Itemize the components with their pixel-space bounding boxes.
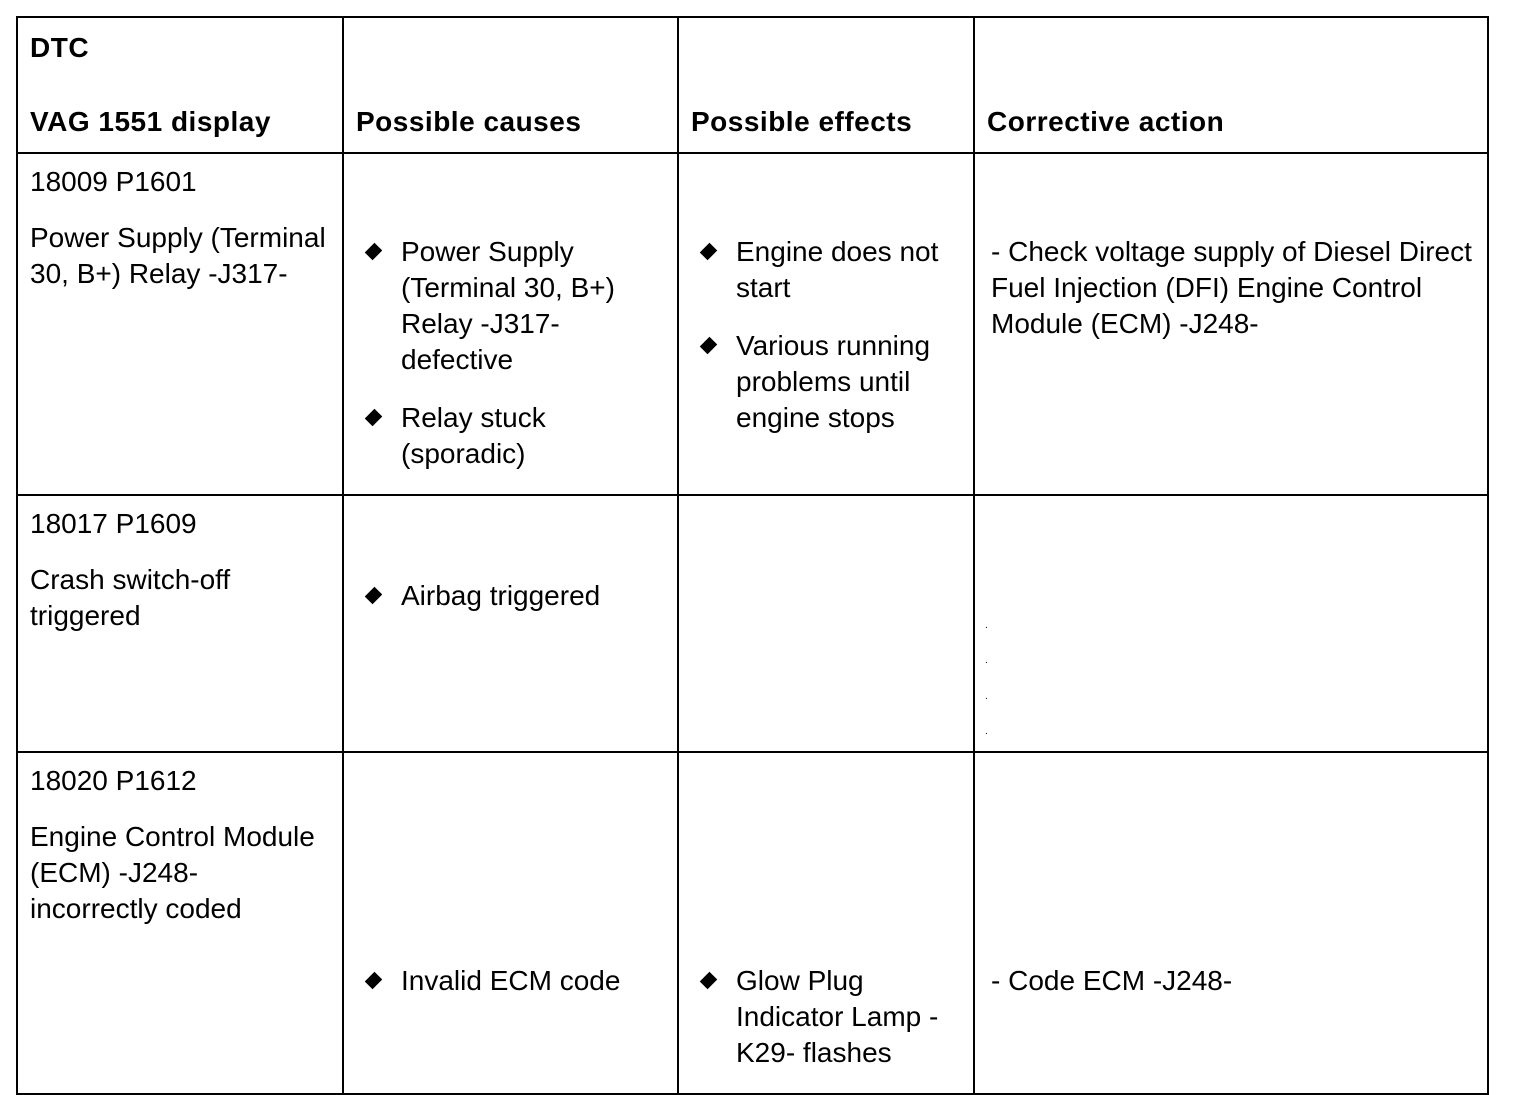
header-vag-display-label: VAG 1551 display — [30, 106, 271, 137]
effects-cell — [678, 153, 974, 495]
diamond-bullet-icon — [700, 243, 718, 261]
list-item: Various running problems until engine stops — [701, 328, 965, 436]
list-item: Invalid ECM code — [366, 963, 669, 999]
dtc-table — [16, 16, 1489, 1095]
header-dtc — [17, 17, 343, 153]
table-row — [17, 752, 1488, 1094]
causes-cell — [343, 153, 678, 495]
dtc-description: Crash switch-off triggered — [30, 564, 231, 631]
table-header-row — [17, 17, 1488, 153]
list-item: Engine does not start — [701, 234, 965, 306]
action-cell — [974, 153, 1488, 495]
faint-mark: . — [985, 655, 988, 666]
table-row — [17, 153, 1488, 495]
faint-mark: . — [985, 620, 988, 631]
diamond-bullet-icon — [365, 409, 383, 427]
list-item: Power Supply (Terminal 30, B+) Relay -J317- defective — [366, 234, 669, 378]
header-corrective-action: Corrective action — [974, 17, 1488, 153]
causes-cell — [343, 752, 678, 1094]
action-cell — [974, 495, 1488, 752]
dtc-cell — [17, 495, 343, 752]
header-possible-effects: Possible effects — [678, 17, 974, 153]
diamond-bullet-icon — [365, 972, 383, 990]
dtc-cell — [17, 153, 343, 495]
effects-cell — [678, 752, 974, 1094]
dtc-cell — [17, 752, 343, 1094]
table-row — [17, 495, 1488, 752]
diamond-bullet-icon — [365, 587, 383, 605]
list-item: Glow Plug Indicator Lamp -K29- flashes — [701, 963, 965, 1071]
header-dtc-label: DTC — [30, 32, 90, 63]
diamond-bullet-icon — [700, 972, 718, 990]
diamond-bullet-icon — [365, 243, 383, 261]
faint-mark: . — [985, 726, 988, 737]
corrective-action-text: - Code ECM -J248- — [991, 965, 1233, 996]
dtc-code: 18009 P1601 — [30, 166, 197, 197]
faint-mark: . — [985, 691, 988, 702]
dtc-code: 18017 P1609 — [30, 508, 197, 539]
dtc-code: 18020 P1612 — [30, 765, 197, 796]
list-item: Relay stuck (sporadic) — [366, 400, 669, 472]
corrective-action-text: - Check voltage supply of Diesel Direct Fuel Injection (DFI) Engine Control Module (ECM) -J248- — [991, 236, 1472, 339]
action-cell — [974, 752, 1488, 1094]
list-item: Airbag triggered — [366, 578, 669, 614]
causes-cell — [343, 495, 678, 752]
diamond-bullet-icon — [700, 337, 718, 355]
header-possible-causes: Possible causes — [343, 17, 678, 153]
dtc-description: Engine Control Module (ECM) -J248- incorrectly coded — [30, 821, 315, 924]
effects-cell — [678, 495, 974, 752]
dtc-description: Power Supply (Terminal 30, B+) Relay -J317- — [30, 222, 326, 289]
